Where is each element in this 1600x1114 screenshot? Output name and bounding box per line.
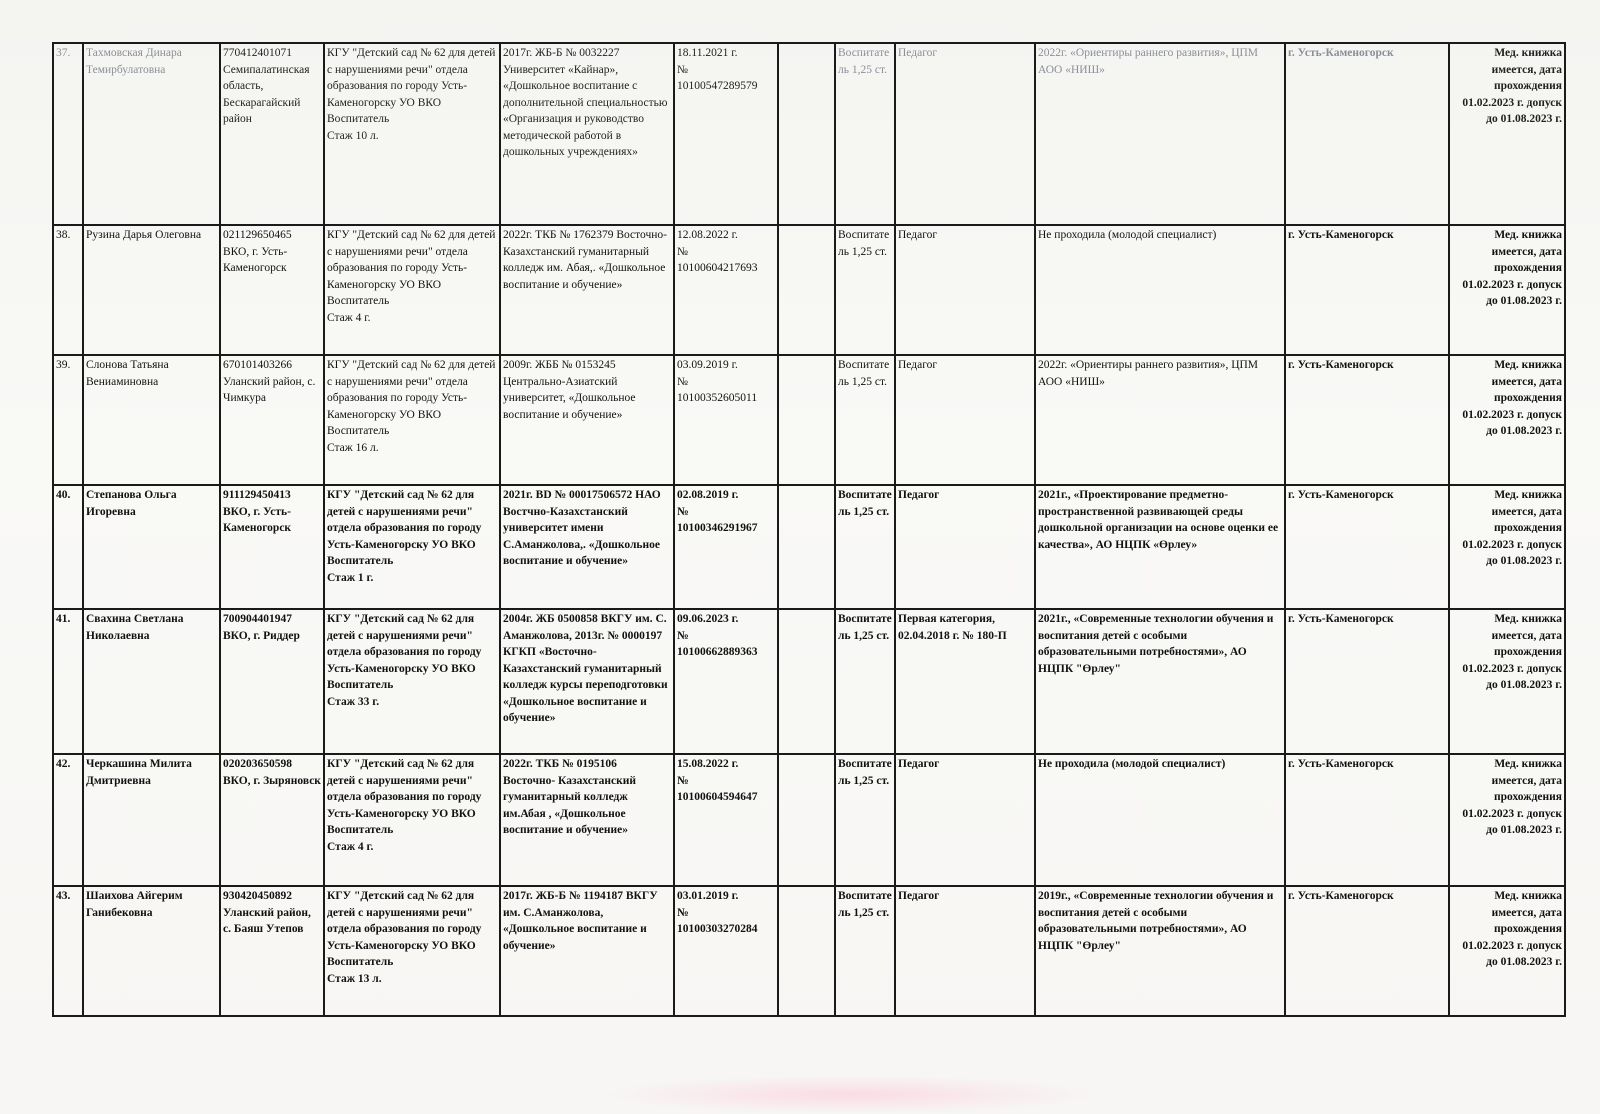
category-text: Педагог	[898, 890, 940, 902]
row-number: 38.	[56, 229, 71, 241]
rate-text: Воспитатель 1,25 ст.	[838, 758, 892, 787]
experience-text: Стаж 4 г.	[327, 840, 374, 853]
education-text: 2022г. ТКБ № 1762379 Восточно- Казахстанский гуманитарный колледж им. Абая,. «Дошкольное воспитание и обучение»	[503, 229, 667, 291]
employee-name: Рузина Дарья Олеговна	[86, 229, 202, 241]
workplace-text: КГУ "Детский сад № 62 для детей с нарушениями речи" отдела образования по городу Усть-Каменогорску УО ВКО	[327, 359, 496, 421]
course-text: 2021г., «Современные технологии обучения и воспитания детей с особыми образовательными потребностями», АО НЦПК "Өрлеу"	[1038, 613, 1274, 675]
workplace-cell	[324, 754, 500, 886]
workplace-text: КГУ "Детский сад № 62 для детей с нарушениями речи" отдела образования по городу Усть-Каменогорску УО ВКО	[327, 890, 482, 952]
table-row	[53, 609, 1565, 754]
city-cell	[1285, 609, 1449, 754]
city-text: г. Усть-Каменогорск	[1288, 359, 1394, 371]
blank-cell	[778, 886, 835, 1016]
category-text: Педагог	[898, 758, 940, 770]
row-number-cell	[53, 485, 83, 609]
row-number: 43.	[56, 890, 71, 902]
certificate-number: 10100604594647	[677, 791, 758, 803]
experience-text: Стаж 4 г.	[327, 311, 371, 324]
iin-value: 911129450413	[223, 489, 291, 501]
rate-text: Воспитатель 1,25 ст.	[838, 613, 892, 642]
rate-text: Воспитатель 1,25 ст.	[838, 229, 890, 258]
blank-cell	[778, 609, 835, 754]
certificate-cell	[674, 754, 778, 886]
rate-cell	[835, 485, 895, 609]
staff-table	[52, 42, 1566, 1017]
med-book-text: Мед. книжка имеется, дата прохождения 01.02.2023 г. допуск до 01.08.2023 г.	[1462, 758, 1562, 836]
med-cell	[1449, 485, 1565, 609]
birthplace: ВКО, г. Усть-Каменогорск	[223, 245, 288, 274]
blank-cell	[778, 355, 835, 485]
education-cell	[500, 485, 674, 609]
row-number-cell	[53, 754, 83, 886]
med-cell	[1449, 225, 1565, 355]
course-text: Не проходила (молодой специалист)	[1038, 758, 1226, 770]
position-text: Воспитатель	[327, 679, 394, 691]
med-book-text: Мед. книжка имеется, дата прохождения 01.02.2023 г. допуск до 01.08.2023 г.	[1462, 613, 1562, 691]
certificate-number: 10100352605011	[677, 392, 758, 404]
employee-name: Тахмовская Динара Темирбулатовна	[86, 47, 182, 76]
workplace-cell	[324, 609, 500, 754]
med-cell	[1449, 754, 1565, 886]
course-cell	[1035, 609, 1285, 754]
experience-text: Стаж 16 л.	[327, 441, 379, 454]
iin-cell	[220, 754, 324, 886]
iin-cell	[220, 225, 324, 355]
name-cell	[83, 355, 220, 485]
birthplace: ВКО, г. Усть-Каменогорск	[223, 505, 292, 534]
iin-cell	[220, 886, 324, 1016]
name-cell	[83, 225, 220, 355]
row-number: 42.	[56, 758, 71, 770]
iin-value: 700904401947	[223, 613, 292, 625]
blank-cell	[778, 485, 835, 609]
city-text: г. Усть-Каменогорск	[1288, 758, 1394, 770]
row-number-cell	[53, 886, 83, 1016]
med-cell	[1449, 355, 1565, 485]
iin-cell	[220, 355, 324, 485]
course-cell	[1035, 485, 1285, 609]
med-cell	[1449, 609, 1565, 754]
med-book-text: Мед. книжка имеется, дата прохождения 01.02.2023 г. допуск до 01.08.2023 г.	[1462, 359, 1562, 437]
med-book-text: Мед. книжка имеется, дата прохождения 01.02.2023 г. допуск до 01.08.2023 г.	[1462, 890, 1562, 968]
rate-text: Воспитатель 1,25 ст.	[838, 47, 890, 76]
position-text: Воспитатель	[327, 425, 390, 437]
certificate-date: 02.08.2019 г.	[677, 489, 739, 501]
med-book-text: Мед. книжка имеется, дата прохождения 01.02.2023 г. допуск до 01.08.2023 г.	[1462, 489, 1562, 567]
birthplace: Семипалатинская область, Бескарагайский район	[223, 63, 310, 125]
position-text: Воспитатель	[327, 555, 394, 567]
category-text: Педагог	[898, 47, 938, 59]
rate-text: Воспитатель 1,25 ст.	[838, 890, 892, 919]
name-cell	[83, 886, 220, 1016]
name-cell	[83, 485, 220, 609]
row-number: 39.	[56, 359, 71, 371]
iin-value: 670101403266	[223, 359, 292, 371]
certificate-date: 03.01.2019 г.	[677, 890, 739, 902]
education-text: 2022г. ТКБ № 0195106 Восточно- Казахстанский гуманитарный колледж им.Абая , «Дошкольное воспитание и обучение»	[503, 758, 637, 836]
course-text: 2022г. «Ориентиры раннего развития», ЦПМ АОО «НИШ»	[1038, 47, 1259, 76]
course-cell	[1035, 43, 1285, 225]
experience-text: Стаж 13 л.	[327, 972, 382, 985]
category-cell	[895, 355, 1035, 485]
position-text: Воспитатель	[327, 824, 394, 836]
table-row	[53, 886, 1565, 1016]
certificate-number: 10100303270284	[677, 923, 758, 935]
category-cell	[895, 485, 1035, 609]
certificate-no-label: №	[677, 906, 689, 919]
birthplace: Уланский район, с. Чимкура	[223, 375, 316, 404]
certificate-number: 10100346291967	[677, 522, 758, 534]
certificate-cell	[674, 886, 778, 1016]
table-row	[53, 355, 1565, 485]
category-cell	[895, 609, 1035, 754]
city-cell	[1285, 754, 1449, 886]
certificate-no-label: №	[677, 629, 689, 642]
category-text: Первая категория, 02.04.2018 г. № 180-П	[898, 613, 1007, 642]
workplace-cell	[324, 225, 500, 355]
workplace-text: КГУ "Детский сад № 62 для детей с нарушениями речи" отдела образования по городу Усть-Каменогорску УО ВКО	[327, 758, 482, 820]
iin-cell	[220, 43, 324, 225]
row-number: 41.	[56, 613, 71, 625]
employee-name: Свахина Светлана Николаевна	[86, 613, 184, 642]
row-number-cell	[53, 43, 83, 225]
city-cell	[1285, 886, 1449, 1016]
course-text: Не проходила (молодой специалист)	[1038, 229, 1217, 241]
education-cell	[500, 225, 674, 355]
med-book-text: Мед. книжка имеется, дата прохождения 01.02.2023 г. допуск до 01.08.2023 г.	[1462, 47, 1562, 125]
iin-value: 020203650598	[223, 758, 292, 770]
city-text: г. Усть-Каменогорск	[1288, 890, 1394, 902]
certificate-no-label: №	[677, 63, 688, 76]
employee-name: Черкашина Милита Дмитриевна	[86, 758, 192, 787]
city-text: г. Усть-Каменогорск	[1288, 229, 1394, 241]
certificate-no-label: №	[677, 505, 689, 518]
course-text: 2021г., «Проектирование предметно-пространственной развивающей среды дошкольной организации на основе оценки ее качества», АО НЦПК «Өрлеу»	[1038, 489, 1279, 551]
workplace-cell	[324, 886, 500, 1016]
certificate-no-label: №	[677, 245, 688, 258]
med-book-text: Мед. книжка имеется, дата прохождения 01.02.2023 г. допуск до 01.08.2023 г.	[1462, 229, 1562, 307]
education-text: 2017г. ЖБ-Б № 1194187 ВКГУ им. С.Аманжолова, «Дошкольное воспитание и обучение»	[503, 890, 658, 952]
city-text: г. Усть-Каменогорск	[1288, 613, 1394, 625]
workplace-text: КГУ "Детский сад № 62 для детей с нарушениями речи" отдела образования по городу Усть-Каменогорску УО ВКО	[327, 613, 482, 675]
course-cell	[1035, 225, 1285, 355]
certificate-cell	[674, 485, 778, 609]
experience-text: Стаж 33 г.	[327, 695, 380, 708]
row-number-cell	[53, 609, 83, 754]
workplace-text: КГУ "Детский сад № 62 для детей с нарушениями речи" отдела образования по городу Усть-Каменогорску УО ВКО	[327, 489, 482, 551]
certificate-number: 10100547289579	[677, 80, 758, 92]
iin-value: 930420450892	[223, 890, 292, 902]
blank-cell	[778, 225, 835, 355]
name-cell	[83, 43, 220, 225]
row-number-cell	[53, 355, 83, 485]
education-cell	[500, 609, 674, 754]
course-text: 2022г. «Ориентиры раннего развития», ЦПМ АОО «НИШ»	[1038, 359, 1259, 388]
rate-text: Воспитатель 1,25 ст.	[838, 359, 890, 388]
category-text: Педагог	[898, 489, 940, 501]
course-cell	[1035, 754, 1285, 886]
city-text: г. Усть-Каменогорск	[1288, 489, 1394, 501]
iin-value: 770412401071	[223, 47, 292, 59]
education-text: 2009г. ЖББ № 0153245 Центрально-Азиатский университет, «Дошкольное воспитание и обучение»	[503, 359, 636, 421]
workplace-cell	[324, 485, 500, 609]
city-cell	[1285, 225, 1449, 355]
certificate-date: 12.08.2022 г.	[677, 229, 738, 241]
category-text: Педагог	[898, 229, 938, 241]
scan-tint	[600, 1075, 1100, 1114]
row-number-cell	[53, 225, 83, 355]
certificate-date: 18.11.2021 г.	[677, 47, 738, 59]
birthplace: Уланский район, с. Баяш Утепов	[223, 906, 311, 935]
rate-cell	[835, 754, 895, 886]
category-cell	[895, 886, 1035, 1016]
rate-text: Воспитатель 1,25 ст.	[838, 489, 892, 518]
rate-cell	[835, 355, 895, 485]
birthplace: ВКО, г. Зыряновск	[223, 774, 321, 787]
workplace-cell	[324, 43, 500, 225]
certificate-number: 10100662889363	[677, 646, 758, 658]
course-cell	[1035, 355, 1285, 485]
education-cell	[500, 886, 674, 1016]
rate-cell	[835, 43, 895, 225]
position-text: Воспитатель	[327, 295, 390, 307]
category-cell	[895, 43, 1035, 225]
category-cell	[895, 754, 1035, 886]
employee-name: Слонова Татьяна Вениаминовна	[86, 359, 169, 388]
iin-cell	[220, 485, 324, 609]
rate-cell	[835, 225, 895, 355]
education-cell	[500, 754, 674, 886]
experience-text: Стаж 1 г.	[327, 571, 374, 584]
med-cell	[1449, 43, 1565, 225]
certificate-no-label: №	[677, 774, 689, 787]
iin-value: 021129650465	[223, 229, 292, 241]
name-cell	[83, 609, 220, 754]
row-number: 37.	[56, 47, 71, 59]
certificate-number: 10100604217693	[677, 262, 758, 274]
city-text: г. Усть-Каменогорск	[1288, 47, 1394, 59]
city-cell	[1285, 485, 1449, 609]
certificate-cell	[674, 355, 778, 485]
position-text: Воспитатель	[327, 113, 390, 125]
name-cell	[83, 754, 220, 886]
category-cell	[895, 225, 1035, 355]
city-cell	[1285, 43, 1449, 225]
employee-name: Степанова Ольга Игоревна	[86, 489, 177, 518]
table-row	[53, 485, 1565, 609]
education-text: 2004г. ЖБ 0500858 ВКГУ им. С. Аманжолова, 2013г. № 0000197 КГКП «Восточно-Казахстанский гуманитарный колледж курсы переподготовки «Дошкольное воспитание и обучение»	[503, 613, 668, 724]
course-text: 2019г., «Современные технологии обучения и воспитания детей с особыми образовательными потребностями», АО НЦПК "Өрлеу"	[1038, 890, 1274, 952]
workplace-text: КГУ "Детский сад № 62 для детей с нарушениями речи" отдела образования по городу Усть-Каменогорску УО ВКО	[327, 47, 496, 109]
education-cell	[500, 43, 674, 225]
certificate-date: 09.06.2023 г.	[677, 613, 739, 625]
education-text: 2017г. ЖБ-Б № 0032227 Университет «Кайнар», «Дошкольное воспитание с дополнительной специальностью «Организация и руководство методической работой в дошкольных учреждениях»	[503, 47, 668, 158]
blank-cell	[778, 43, 835, 225]
table-row	[53, 43, 1565, 225]
certificate-no-label: №	[677, 375, 688, 388]
med-cell	[1449, 886, 1565, 1016]
education-cell	[500, 355, 674, 485]
education-text: 2021г. BD № 00017506572 НАО Востчно-Казахстанский университет имени С.Аманжолова,. «Дошкольное воспитание и обучение»	[503, 489, 661, 567]
employee-name: Шаихова Айгерим Ганибековна	[86, 890, 183, 919]
certificate-date: 15.08.2022 г.	[677, 758, 739, 770]
workplace-text: КГУ "Детский сад № 62 для детей с нарушениями речи" отдела образования по городу Усть-Каменогорску УО ВКО	[327, 229, 496, 291]
row-number: 40.	[56, 489, 71, 501]
workplace-cell	[324, 355, 500, 485]
experience-text: Стаж 10 л.	[327, 129, 379, 142]
birthplace: ВКО, г. Риддер	[223, 629, 300, 642]
blank-cell	[778, 754, 835, 886]
certificate-cell	[674, 43, 778, 225]
rate-cell	[835, 886, 895, 1016]
rate-cell	[835, 609, 895, 754]
table-row	[53, 754, 1565, 886]
city-cell	[1285, 355, 1449, 485]
certificate-date: 03.09.2019 г.	[677, 359, 738, 371]
certificate-cell	[674, 609, 778, 754]
position-text: Воспитатель	[327, 956, 394, 968]
category-text: Педагог	[898, 359, 938, 371]
course-cell	[1035, 886, 1285, 1016]
iin-cell	[220, 609, 324, 754]
certificate-cell	[674, 225, 778, 355]
table-row	[53, 225, 1565, 355]
